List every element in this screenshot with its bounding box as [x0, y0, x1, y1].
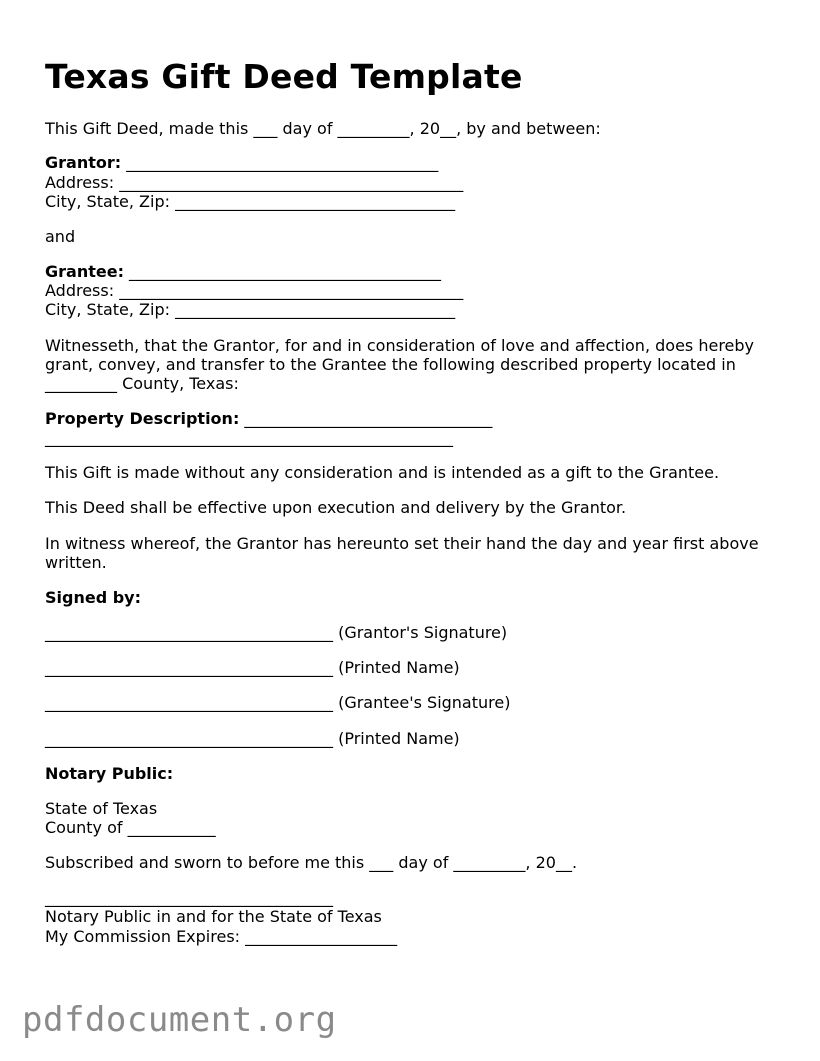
witnesseth-line-2: grant, convey, and transfer to the Grantee the following described property located in [45, 355, 736, 374]
grantee-line [45, 262, 441, 282]
witnesseth-line-3: _________ County, Texas: [45, 374, 239, 393]
grantee-address: Address: ___________________________________________ [45, 281, 464, 300]
grantor-line [45, 153, 438, 173]
watermark-text: pdfdocument.org [22, 1000, 337, 1040]
notary-signature-line: ____________________________________ [45, 888, 333, 907]
grantor-city: City, State, Zip: ___________________________________ [45, 192, 456, 211]
property-line [45, 409, 492, 429]
intro-line: This Gift Deed, made this ___ day of _________, 20__, by and between: [45, 119, 601, 138]
witness-whereof-line-1: In witness whereof, the Grantor has hereunto set their hand the day and year first above [45, 534, 759, 553]
notary-sworn: Subscribed and sworn to before me this ___ day of _________, 20__. [45, 853, 578, 872]
effective-statement: This Deed shall be effective upon execution and delivery by the Grantor. [45, 498, 627, 517]
grantor-address: Address: ___________________________________________ [45, 173, 464, 192]
notary-state: State of Texas [45, 799, 158, 818]
grantee-blank: _______________________________________ [123, 262, 442, 281]
notary-commission: My Commission Expires: ___________________ [45, 927, 398, 946]
property-blank: _______________________________ [239, 409, 493, 428]
witnesseth-line-1: Witnesseth, that the Grantor, for and in consideration of love and affection, does hereby [45, 336, 755, 355]
grantor-label: Grantor: [45, 153, 122, 172]
grantee-city: City, State, Zip: ___________________________________ [45, 300, 456, 319]
property-label: Property Description: [45, 409, 240, 428]
gift-statement: This Gift is made without any consideration and is intended as a gift to the Grantee. [45, 463, 720, 482]
notary-county: County of ___________ [45, 818, 216, 837]
notary-heading: Notary Public: [45, 764, 174, 783]
grantee-label: Grantee: [45, 262, 124, 281]
property-blank-2: ___________________________________________________ [45, 428, 453, 447]
signed-by-heading: Signed by: [45, 588, 142, 607]
notary-label: Notary Public in and for the State of Texas [45, 907, 382, 926]
grantor-signature-line: ____________________________________ (Grantor's Signature) [45, 623, 508, 642]
witness-whereof-line-2: written. [45, 553, 107, 572]
grantee-signature-line: ____________________________________ (Grantee's Signature) [45, 693, 511, 712]
grantee-printed-name-line: ____________________________________ (Printed Name) [45, 729, 460, 748]
page-title: Texas Gift Deed Template [45, 57, 523, 96]
grantor-printed-name-line: ____________________________________ (Printed Name) [45, 658, 460, 677]
grantor-blank: _______________________________________ [121, 153, 439, 172]
and-text: and [45, 227, 76, 246]
